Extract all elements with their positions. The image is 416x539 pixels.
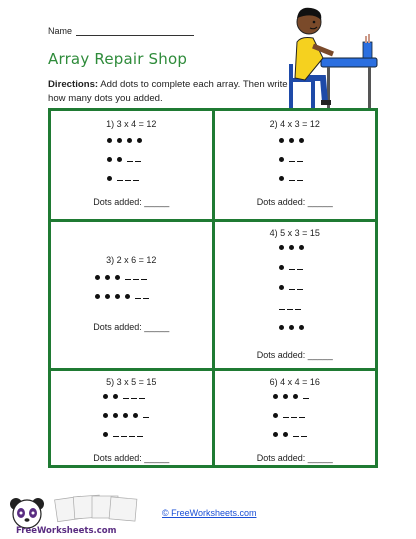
array-row xyxy=(95,291,151,301)
arrays-grid xyxy=(48,108,378,468)
array-blank[interactable] xyxy=(289,161,295,162)
array-blank[interactable] xyxy=(135,161,141,162)
array-dot xyxy=(283,432,288,437)
array-dot xyxy=(279,325,284,330)
problem-cell-2 xyxy=(215,111,376,219)
problem-cell-3 xyxy=(51,222,212,368)
array-dot xyxy=(107,176,112,181)
array-dot xyxy=(127,138,132,143)
array-blank[interactable] xyxy=(293,436,299,437)
array-dot xyxy=(299,138,304,143)
array-row xyxy=(279,322,309,332)
array-blank[interactable] xyxy=(289,269,295,270)
problem-equation: 1) 3 x 4 = 12 xyxy=(106,119,157,129)
array-row xyxy=(273,410,307,420)
array-blank[interactable] xyxy=(303,398,309,399)
array-dot xyxy=(105,275,110,280)
array-dot xyxy=(123,413,128,418)
array-dot xyxy=(279,176,284,181)
array-blank[interactable] xyxy=(299,417,305,418)
dots-added-label[interactable]: Dots added: _____ xyxy=(93,322,170,332)
problem-equation: 3) 2 x 6 = 12 xyxy=(106,255,157,265)
array-dot xyxy=(293,394,298,399)
array-dot xyxy=(279,265,284,270)
array-dot xyxy=(125,294,130,299)
name-line[interactable] xyxy=(76,27,194,36)
array-dot xyxy=(299,245,304,250)
array-dot xyxy=(299,325,304,330)
name-label: Name xyxy=(48,26,73,36)
problem-equation: 4) 5 x 3 = 15 xyxy=(269,228,320,238)
array-dot xyxy=(113,413,118,418)
dots-added-label[interactable]: Dots added: _____ xyxy=(93,453,170,463)
array-dot xyxy=(289,138,294,143)
array-row xyxy=(279,242,309,252)
array-dot xyxy=(273,394,278,399)
array-blank[interactable] xyxy=(133,180,139,181)
array-dot xyxy=(105,294,110,299)
array-row xyxy=(107,154,143,164)
directions xyxy=(48,78,293,106)
problem-cell-1 xyxy=(51,111,212,219)
array-blank[interactable] xyxy=(137,436,143,437)
array-dot xyxy=(107,157,112,162)
array-row xyxy=(279,173,305,183)
array-dot xyxy=(273,413,278,418)
array-row xyxy=(103,391,147,401)
array-blank[interactable] xyxy=(289,289,295,290)
array-blank[interactable] xyxy=(123,398,129,399)
array-blank[interactable] xyxy=(279,309,285,310)
array-blank[interactable] xyxy=(291,417,297,418)
problem-cell-4 xyxy=(215,222,376,368)
array-dot xyxy=(279,285,284,290)
problem-equation: 2) 4 x 3 = 12 xyxy=(269,119,320,129)
student-at-desk-illustration xyxy=(283,2,379,108)
array-blank[interactable] xyxy=(135,298,141,299)
problem-equation: 6) 4 x 4 = 16 xyxy=(269,377,320,387)
array-row xyxy=(103,429,145,439)
array-dot xyxy=(283,394,288,399)
array-blank[interactable] xyxy=(143,417,149,418)
array-dot xyxy=(95,275,100,280)
array-row xyxy=(103,410,151,420)
array-blank[interactable] xyxy=(297,180,303,181)
array-row xyxy=(273,391,311,401)
array-dot xyxy=(117,138,122,143)
array-dot xyxy=(95,294,100,299)
array-blank[interactable] xyxy=(121,436,127,437)
array-blank[interactable] xyxy=(113,436,119,437)
array-blank[interactable] xyxy=(297,161,303,162)
logo-wordmark: FreeWorksheets.com xyxy=(16,526,117,536)
array-row xyxy=(279,282,305,292)
array-row xyxy=(279,302,303,312)
array-blank[interactable] xyxy=(117,180,123,181)
array-blank[interactable] xyxy=(131,398,137,399)
array-dot xyxy=(137,138,142,143)
array-row xyxy=(279,262,305,272)
array-blank[interactable] xyxy=(127,161,133,162)
dots-added-label[interactable]: Dots added: _____ xyxy=(256,197,333,207)
array-blank[interactable] xyxy=(301,436,307,437)
array-dot xyxy=(113,394,118,399)
array-dot xyxy=(117,157,122,162)
array-blank[interactable] xyxy=(143,298,149,299)
footer-link[interactable]: © FreeWorksheets.com xyxy=(162,508,257,518)
array-blank[interactable] xyxy=(283,417,289,418)
array-dot xyxy=(279,245,284,250)
array-dot xyxy=(107,138,112,143)
problem-cell-5 xyxy=(51,371,212,465)
array-dot xyxy=(103,413,108,418)
directions-text: Add dots to complete each array. Then write how many dots you added. xyxy=(48,79,288,104)
array-blank[interactable] xyxy=(295,309,301,310)
array-dot xyxy=(273,432,278,437)
problem-cell-6 xyxy=(215,371,376,465)
dots-added-label[interactable]: Dots added: _____ xyxy=(256,453,333,463)
array-row xyxy=(95,272,149,282)
array-row xyxy=(279,154,305,164)
array-blank[interactable] xyxy=(129,436,135,437)
array-dot xyxy=(103,432,108,437)
array-dot xyxy=(115,275,120,280)
array-blank[interactable] xyxy=(289,180,295,181)
array-dot xyxy=(279,138,284,143)
directions-label: Directions: xyxy=(48,79,99,90)
array-dot xyxy=(133,413,138,418)
array-dot xyxy=(103,394,108,399)
array-blank[interactable] xyxy=(287,309,293,310)
array-blank[interactable] xyxy=(297,269,303,270)
array-blank[interactable] xyxy=(125,279,131,280)
array-row xyxy=(273,429,309,439)
array-row xyxy=(107,173,141,183)
array-dot xyxy=(115,294,120,299)
array-row xyxy=(107,135,147,145)
array-blank[interactable] xyxy=(125,180,131,181)
array-row xyxy=(279,135,309,145)
name-row xyxy=(48,26,194,36)
page-title: Array Repair Shop xyxy=(48,50,188,68)
array-blank[interactable] xyxy=(133,279,139,280)
array-blank[interactable] xyxy=(139,398,145,399)
array-dot xyxy=(289,325,294,330)
problem-equation: 5) 3 x 5 = 15 xyxy=(106,377,157,387)
array-dot xyxy=(289,245,294,250)
array-dot xyxy=(279,157,284,162)
array-blank[interactable] xyxy=(297,289,303,290)
array-blank[interactable] xyxy=(141,279,147,280)
dots-added-label[interactable]: Dots added: _____ xyxy=(256,350,333,360)
dots-added-label[interactable]: Dots added: _____ xyxy=(93,197,170,207)
